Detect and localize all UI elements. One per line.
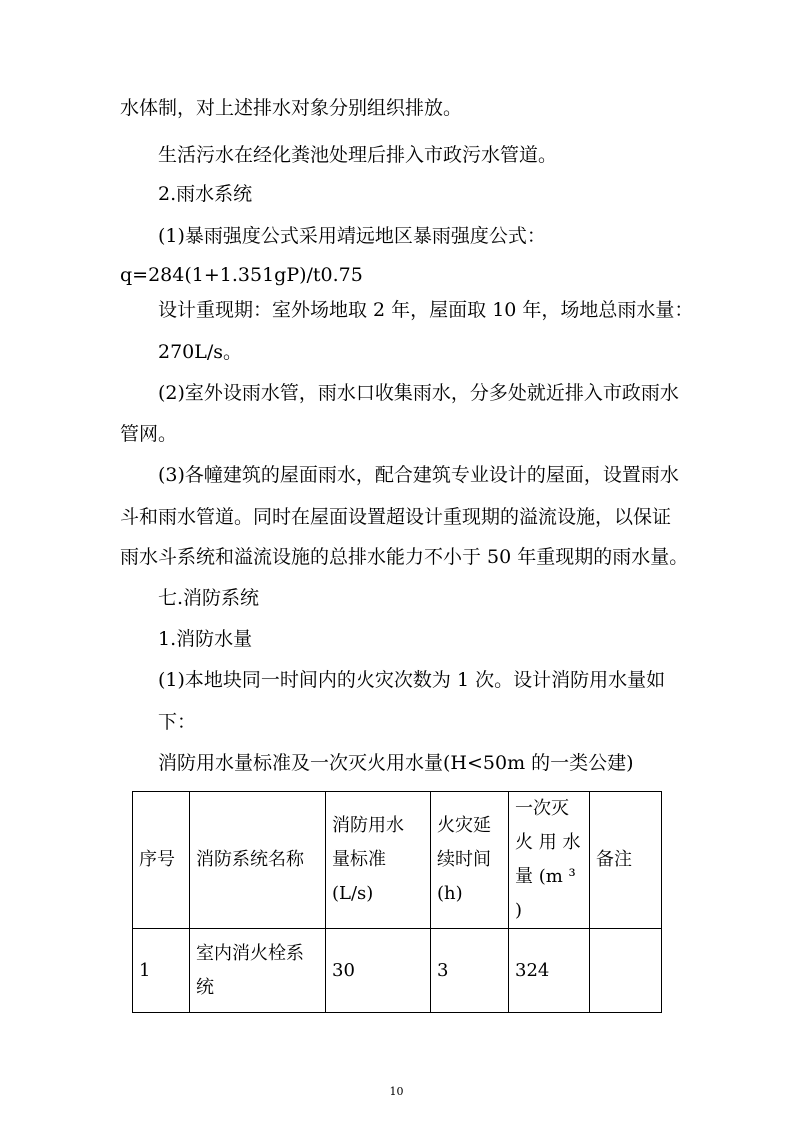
text-line: 270L/s。 [158,341,243,363]
table-header-row [133,792,662,929]
cell-no: 1 [133,929,190,1013]
header-cell-flow [326,792,431,929]
cell-name-line2: 统 [196,976,214,998]
text-line: (1)暴雨强度公式采用靖远地区暴雨强度公式： [158,225,546,247]
section-heading: 七.消防系统 [158,587,260,609]
text-line: 雨水斗系统和溢流设施的总排水能力不小于 50 年重现期的雨水量。 [120,546,689,568]
header-cell-note: 备注 [590,792,662,929]
table-caption: 消防用水量标准及一次灭火用水量(H<50m 的一类公建) [158,752,634,774]
header-cell-duration-line1: 火灾延 [437,815,491,836]
text-line: 斗和雨水管道。同时在屋面设置超设计重现期的溢流设施，以保证 [120,506,672,528]
header-cell-flow-line1: 消防用水 [332,815,404,836]
text-line: 生活污水在经化粪池处理后排入市政污水管道。 [158,144,558,166]
cell-duration: 3 [431,929,509,1013]
header-cell-duration-line3: (h) [437,883,463,904]
header-cell-volume-line1: 一次灭 [515,798,569,819]
page-number: 10 [389,1085,404,1098]
header-cell-no: 序号 [133,792,190,929]
cell-flow: 30 [326,929,431,1013]
table-row [133,929,662,1013]
subsection-heading: 1.消防水量 [158,628,253,650]
header-cell-volume-line2: 火 用 水 [515,832,581,853]
header-cell-duration [431,792,509,929]
section-heading: 2.雨水系统 [158,183,253,205]
text-line: 下： [158,711,197,733]
fire-water-table [132,791,662,1013]
header-cell-duration-line2: 续时间 [437,849,491,870]
text-line: 管网。 [120,423,178,445]
formula-line: q=284(1+1.351gP)/t0.75 [120,264,363,286]
cell-name-line1: 室内消火栓系 [196,942,304,964]
text-line: 水体制，对上述排水对象分别组织排放。 [120,97,463,119]
text-line: (1)本地块同一时间内的火灾次数为 1 次。设计消防用水量如 [158,669,666,691]
header-cell-volume [509,792,590,929]
text-line: (2)室外设雨水管，雨水口收集雨水，分多处就近排入市政雨水 [158,382,679,404]
header-cell-name: 消防系统名称 [190,792,326,929]
header-cell-volume-line3: 量 (m ³ ) [515,866,576,921]
cell-note [590,929,662,1013]
cell-name [190,929,326,1013]
text-line: 设计重现期：室外场地取 2 年，屋面取 10 年，场地总雨水量： [158,299,694,321]
cell-volume: 324 [509,929,590,1013]
header-cell-flow-line3: (L/s) [332,883,374,904]
header-cell-flow-line2: 量标准 [332,849,386,870]
text-line: (3)各幢建筑的屋面雨水，配合建筑专业设计的屋面，设置雨水 [158,464,679,486]
